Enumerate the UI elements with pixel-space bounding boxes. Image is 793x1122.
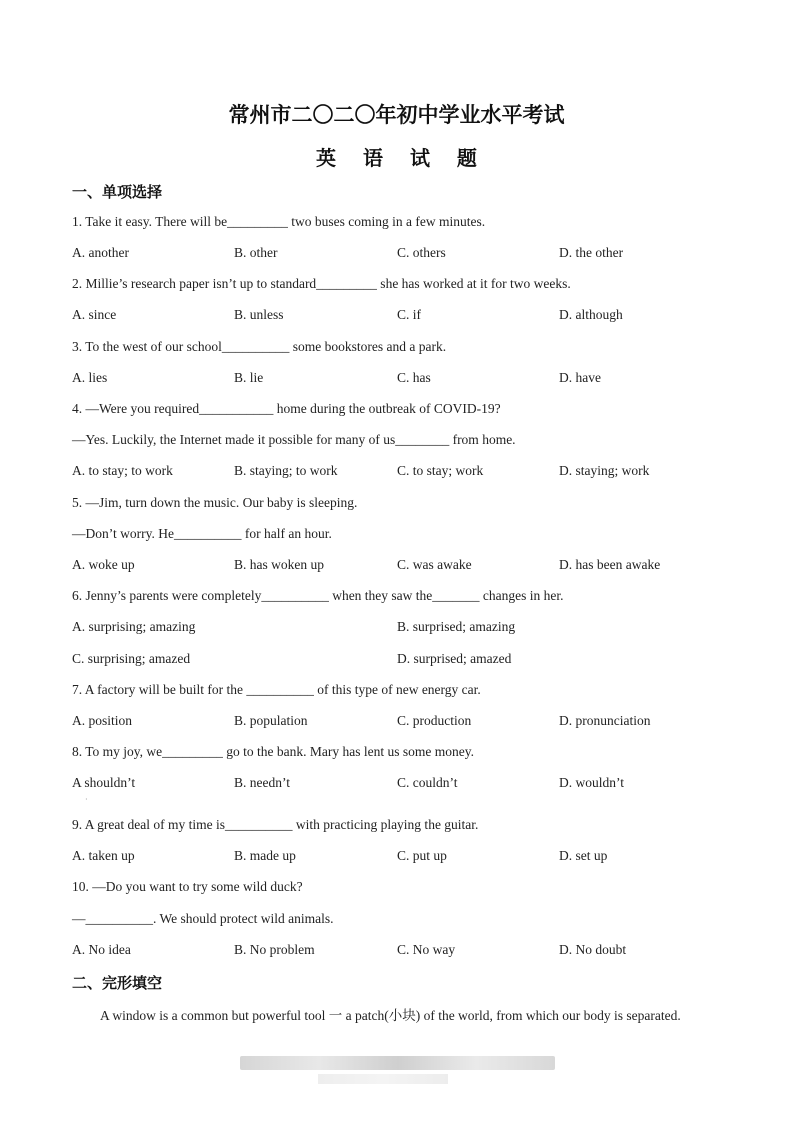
question-5-stem-reply: —Don’t worry. He__________ for half an hour. (72, 526, 332, 541)
question-5-option-b: B. has woken up (234, 557, 324, 572)
question-2-option-b: B. unless (234, 307, 284, 322)
question-8-option-c: C. couldn’t (397, 775, 458, 790)
question-7-option-a: A. position (72, 713, 133, 728)
section-1-heading: 一、单项选择 (72, 183, 163, 201)
question-2-option-d: D. although (559, 307, 623, 322)
question-2-option-a: A. since (72, 307, 117, 322)
cloze-paragraph: A window is a common but powerful tool 一 a patch(小块) of the world, from which our body is separated. (100, 1008, 681, 1023)
question-9-option-a: A. taken up (72, 848, 135, 863)
stray-dot-mark: · (85, 795, 88, 804)
question-7-option-d: D. pronunciation (559, 713, 651, 728)
question-8-option-d: D. wouldn’t (559, 775, 625, 790)
question-4-stem-reply: —Yes. Luckily, the Internet made it possible for many of us________ from home. (72, 432, 516, 447)
question-8-option-b: B. needn’t (234, 775, 290, 790)
question-7-stem: 7. A factory will be built for the __________ of this type of new energy car. (72, 682, 481, 697)
question-6-stem: 6. Jenny’s parents were completely__________ when they saw the_______ changes in her. (72, 588, 564, 603)
question-1-option-c: C. others (397, 245, 446, 260)
question-4-option-b: B. staying; to work (234, 463, 338, 478)
question-1-stem: 1. Take it easy. There will be_________ two buses coming in a few minutes. (72, 214, 486, 229)
question-3-option-c: C. has (397, 370, 431, 385)
blurred-footer-watermark (240, 1056, 555, 1070)
question-3-option-a: A. lies (72, 370, 108, 385)
question-1-option-b: B. other (234, 245, 278, 260)
question-3-option-b: B. lie (234, 370, 264, 385)
blurred-footer-watermark-line (318, 1074, 448, 1084)
question-10-option-c: C. No way (397, 942, 456, 957)
question-7-option-b: B. population (234, 713, 308, 728)
question-5-option-a: A. woke up (72, 557, 135, 572)
question-6-option-d: D. surprised; amazed (397, 651, 512, 666)
question-4-option-c: C. to stay; work (397, 463, 484, 478)
question-6-option-b: B. surprised; amazing (397, 619, 516, 634)
question-5-option-c: C. was awake (397, 557, 472, 572)
question-2-stem: 2. Millie’s research paper isn’t up to standard_________ she has worked at it for two weeks. (72, 276, 571, 291)
question-4-stem: 4. —Were you required___________ home during the outbreak of COVID-19? (72, 401, 501, 416)
question-3-option-d: D. have (559, 370, 601, 385)
question-4-option-d: D. staying; work (559, 463, 650, 478)
question-8-option-a: A shouldn’t (72, 775, 136, 790)
question-7-option-c: C. production (397, 713, 472, 728)
question-10-option-d: D. No doubt (559, 942, 627, 957)
question-3-stem: 3. To the west of our school__________ some bookstores and a park. (72, 339, 447, 354)
question-1-option-d: D. the other (559, 245, 624, 260)
question-9-stem: 9. A great deal of my time is__________ with practicing playing the guitar. (72, 817, 479, 832)
section-2-heading: 二、完形填空 (72, 974, 163, 992)
question-10-option-b: B. No problem (234, 942, 315, 957)
question-5-option-d: D. has been awake (559, 557, 661, 572)
question-5-stem: 5. —Jim, turn down the music. Our baby is sleeping. (72, 495, 358, 510)
question-8-stem: 8. To my joy, we_________ go to the bank. Mary has lent us some money. (72, 744, 475, 759)
question-10-stem-reply: —__________. We should protect wild animals. (72, 911, 334, 926)
question-6-option-a: A. surprising; amazing (72, 619, 196, 634)
question-2-option-c: C. if (397, 307, 422, 322)
question-6-option-c: C. surprising; amazed (72, 651, 191, 666)
question-10-option-a: A. No idea (72, 942, 131, 957)
question-9-option-c: C. put up (397, 848, 447, 863)
question-4-option-a: A. to stay; to work (72, 463, 173, 478)
question-9-option-b: B. made up (234, 848, 296, 863)
exam-subtitle: 英 语 试 题 (316, 146, 487, 170)
question-9-option-d: D. set up (559, 848, 608, 863)
exam-title: 常州市二〇二〇年初中学业水平考试 (228, 103, 565, 127)
question-10-stem: 10. —Do you want to try some wild duck? (72, 879, 303, 894)
question-1-option-a: A. another (72, 245, 129, 260)
